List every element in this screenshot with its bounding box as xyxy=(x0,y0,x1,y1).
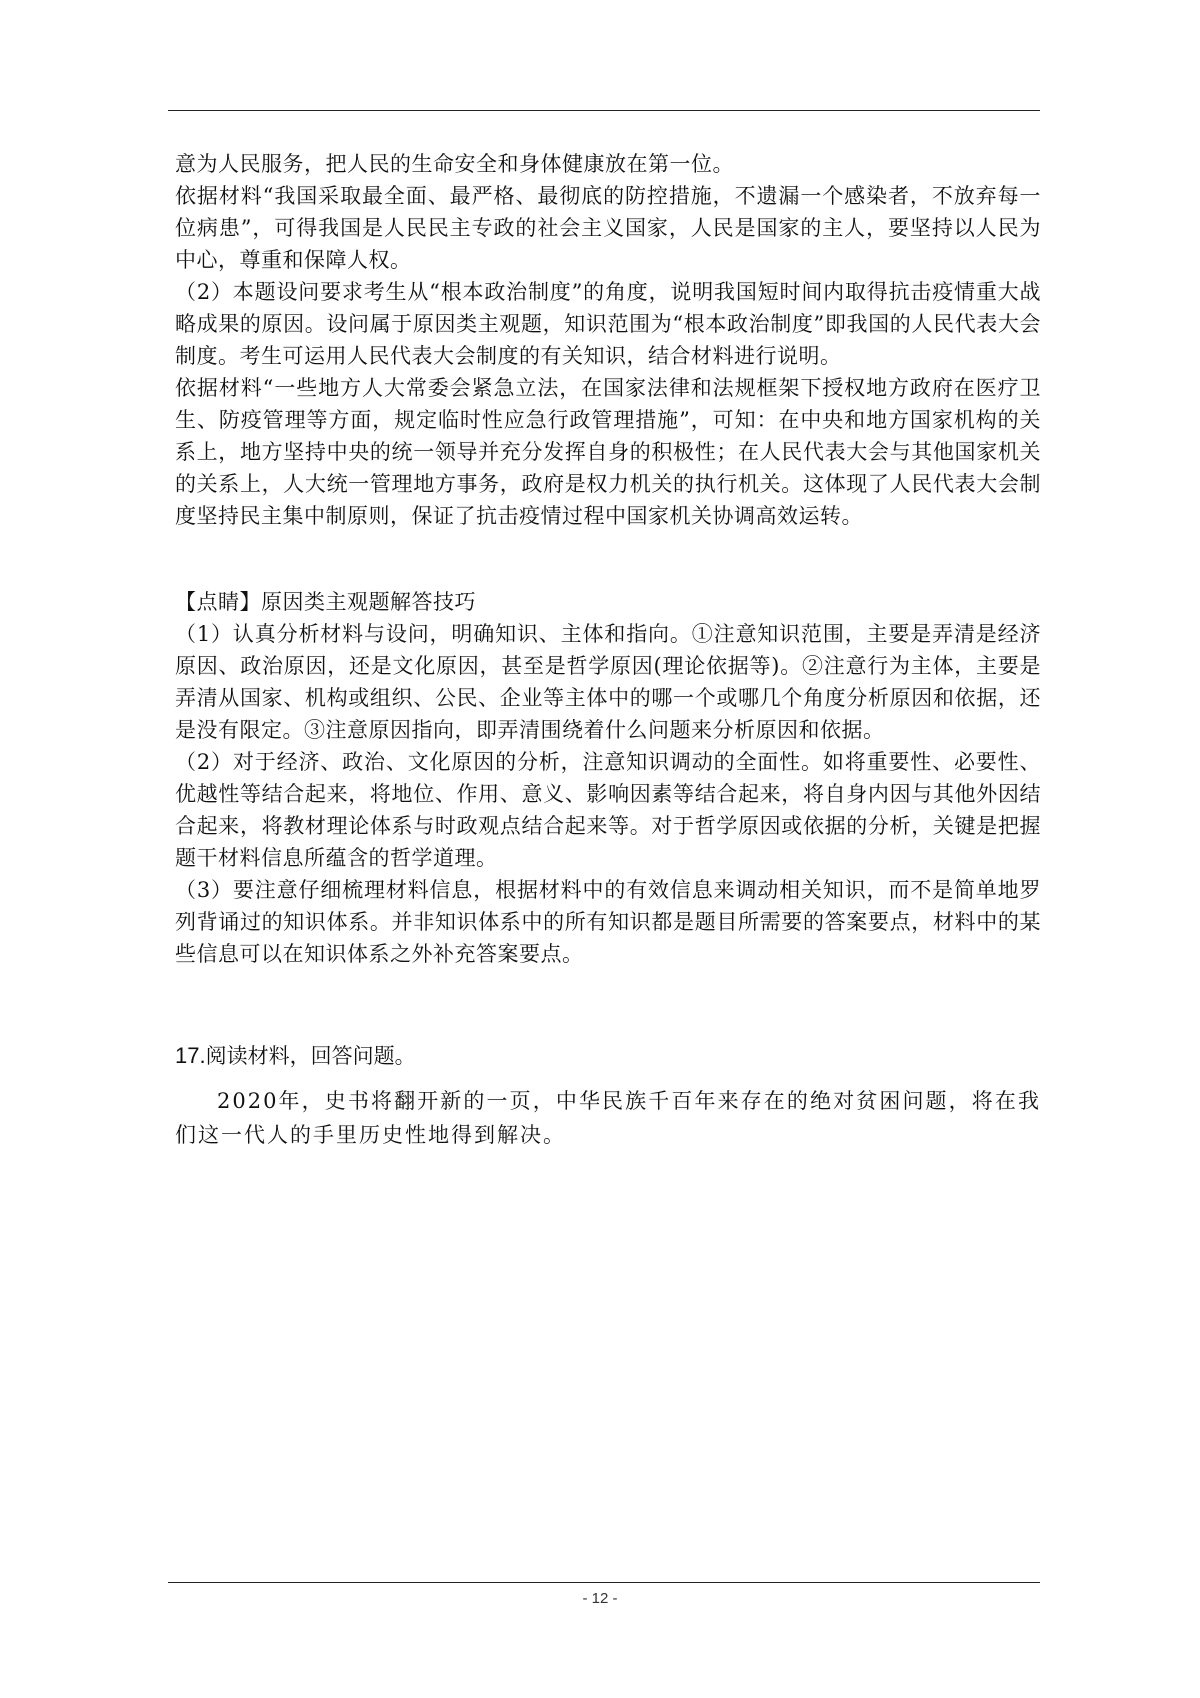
question-material: 2020年，史书将翻开新的一页，中华民族千百年来存在的绝对贫困问题，将在我们这一代人的手里历史性地得到解决。 xyxy=(175,1089,1041,1147)
question-number: 17. xyxy=(175,1043,206,1068)
tips-item: （2）对于经济、政治、文化原因的分析，注意知识调动的全面性。如将重要性、必要性、优越性等结合起来，将地位、作用、意义、影响因素等结合起来，将自身内因与其他外因结合起来，将教材理论体系与时政观点结合起来等。对于哲学原因或依据的分析，关键是把握题干材料信息所蕴含的哲学道理。 xyxy=(175,750,1041,870)
page-number: - 12 - xyxy=(582,1590,618,1607)
tips-item: （1）认真分析材料与设问，明确知识、主体和指向。①注意知识范围，主要是弄清是经济原因、政治原因，还是文化原因，甚至是哲学原因(理论依据等)。②注意行为主体，主要是弄清从国家、机构或组织、公民、企业等主体中的哪一个或哪几个角度分析原因和依据，还是没有限定。③注意原因指向，即弄清围绕着什么问题来分析原因和依据。 xyxy=(175,622,1041,742)
question-title xyxy=(175,1040,1041,1072)
tips-item: （3）要注意仔细梳理材料信息，根据材料中的有效信息来调动相关知识，而不是简单地罗列背诵过的知识体系。并非知识体系中的所有知识都是题目所需要的答案要点，材料中的某些信息可以在知识体系之外补充答案要点。 xyxy=(175,878,1041,966)
paragraph: 意为人民服务，把人民的生命安全和身体健康放在第一位。 xyxy=(175,152,734,176)
page-body xyxy=(175,148,1041,1152)
question-prompt: 阅读材料，回答问题。 xyxy=(205,1044,416,1068)
paragraph: 依据材料“一些地方人大常委会紧急立法，在国家法律和法规框架下授权地方政府在医疗卫生、防疫管理等方面，规定临时性应急行政管理措施”，可知：在中央和地方国家机构的关系上，地方坚持中央的统一领导并充分发挥自身的积极性；在人民代表大会与其他国家机关的关系上，人大统一管理地方事务，政府是权力机关的执行机关。这体现了人民代表大会制度坚持民主集中制原则，保证了抗击疫情过程中国家机关协调高效运转。 xyxy=(175,376,1041,528)
paragraph: （2）本题设问要求考生从“根本政治制度”的角度，说明我国短时间内取得抗击疫情重大战略成果的原因。设问属于原因类主观题，知识范围为“根本政治制度”即我国的人民代表大会制度。考生可运用人民代表大会制度的有关知识，结合材料进行说明。 xyxy=(175,280,1041,368)
header-rule xyxy=(168,110,1040,111)
tips-heading: 【点睛】原因类主观题解答技巧 xyxy=(175,590,476,614)
footer-rule xyxy=(168,1582,1040,1583)
paragraph: 依据材料“我国采取最全面、最严格、最彻底的防控措施，不遗漏一个感染者，不放弃每一位病患”，可得我国是人民民主专政的社会主义国家，人民是国家的主人，要坚持以人民为中心，尊重和保障人权。 xyxy=(175,184,1041,272)
